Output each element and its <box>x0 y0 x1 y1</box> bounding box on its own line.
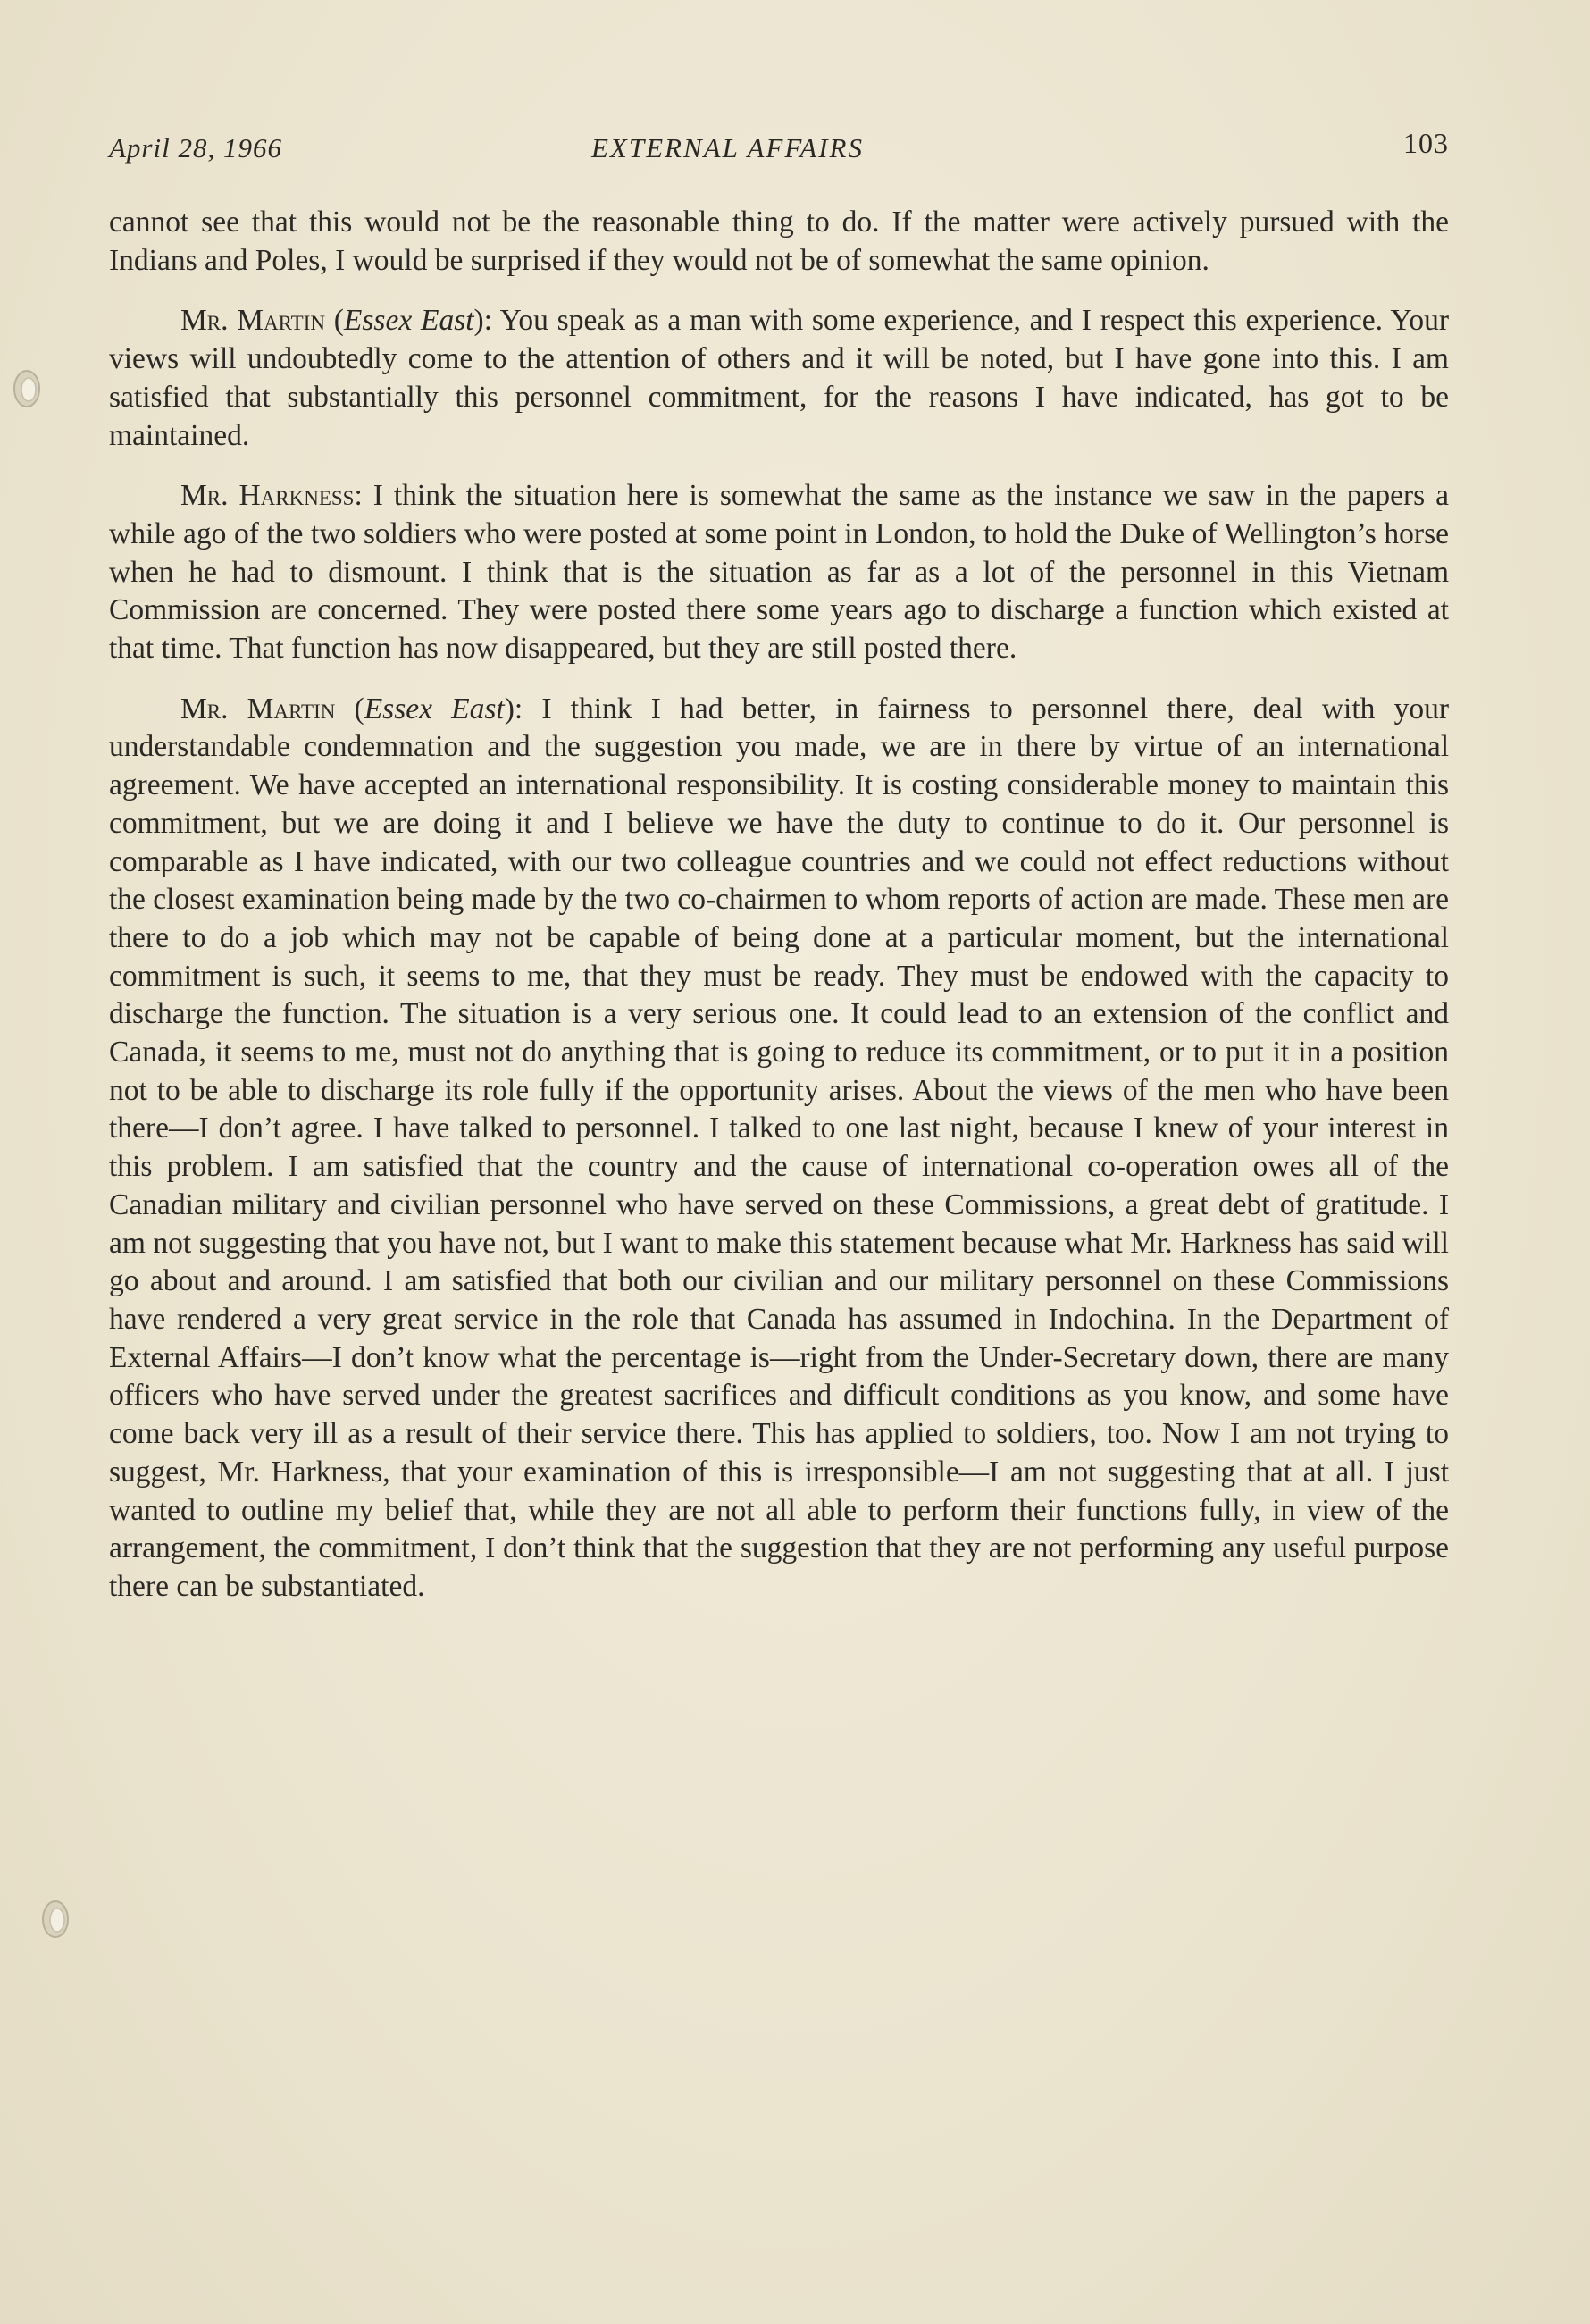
paragraph <box>109 204 1449 280</box>
paragraph-text: cannot see that this would not be the reasonable thing to do. If the matter were actively pursued with the Indians and Poles, I would be surprised if they would not be of somewhat the same opinion. <box>109 206 1449 277</box>
binding-hole-icon <box>7 362 43 415</box>
speaker-name: Mr. Martin <box>180 304 325 338</box>
paragraph: Mr. Martin (Essex East): You speak as a man with some experience, and I respect this experience. Your views will undoubtedly come to the attention of others and it will be noted, but I have gone into this. I am satisfied that substantially this personnel commitment, for the reasons I have indicated, has got to be maintained. <box>109 304 1449 452</box>
paragraph-text: You speak as a man with some experience, and I respect this experience. Your views will undoubtedly come to the attention of others and it will be noted, but I have gone into this. I am satisfied that substantially this personnel commitment, for the reasons I have indicated, has got to be maintained. <box>109 304 1449 452</box>
paragraph-text: I think I had better, in fairness to personnel there, deal with your understandable condemnation and the suggestion you made, we are in there by virtue of an international agreement. We have accepted an international responsibility. It is costing considerable money to maintain this commitment, but we are doing it and I believe we have the duty to continue to do it. Our personnel is comparable as I have indicated, with our two colleague countries and we could not effect reductions without the closest examination being made by the two co-chairmen to whom reports of action are made. These men are there to do a job which may not be capable of being done at a particular moment, but the international commitment is such, it seems to me, that they must be ready. They must be endowed with the capacity to discharge the function. The situation is a very serious one. It could lead to an extension of the conflict and Canada, it seems to me, must not do anything that is going to reduce its commitment, or to put it in a position not to be able to discharge its role fully if the opportunity arises. About the views of the men who have been there—I don’t agree. I have talked to personnel. I talked to one last night, because I knew of your interest in this problem. I am satisfied that the country and the cause of international co-operation owes all of the Canadian military and civilian personnel who have served on these Commissions, a great debt of gratitude. I am not suggesting that you have not, but I want to make this statement because what Mr. Harkness has said will go about and around. I am satisfied that both our civilian and our military personnel on these Commissions have rendered a very great service in the role that Canada has assumed in Indochina. In the Department of External Affairs—I don’t know what the percentage is—right from the Under-Secretary down, there are many officers who have served under the greatest sacrifices and difficult conditions as you know, and some have come back very ill as a result of their service there. This has applied to soldiers, too. Now I am not trying to suggest, Mr. Harkness, that your examination of this is irresponsible—I am not suggesting that at all. I just wanted to outline my belief that, while they are not all able to perform their functions fully, in view of the arrangement, the commitment, I don’t think that the suggestion that they are not performing any useful purpose there can be substantiated. <box>109 692 1449 1603</box>
speaker-riding: Essex East <box>364 692 505 726</box>
speaker-name: Mr. Harkness <box>180 479 355 513</box>
speaker-name: Mr. Martin <box>180 692 336 726</box>
binding-hole-icon <box>38 1892 73 1946</box>
paragraph-text: I think the situation here is somewhat the same as the instance we saw in the papers a while ago of the two soldiers who were posted at some point in London, to hold the Duke of Wellington’s horse when he had to dismount. I think that is the situation as far as a lot of the personnel in this Vietnam Commission are concerned. They were posted there some years ago to discharge a function which existed at that time. That function has now disappeared, but they are still posted there. <box>109 479 1450 666</box>
header-title: EXTERNAL AFFAIRS <box>591 132 864 164</box>
paragraph: Mr. Harkness: I think the situation here is somewhat the same as the instance we saw in the papers a while ago of the two soldiers who were posted at some point in London, to hold the Duke of Wellington’s horse when he had to dismount. I think that is the situation as far as a lot of the personnel in this Vietnam Commission are concerned. They were posted there some years ago to discharge a function which existed at that time. That function has now disappeared, but they are still posted there. <box>109 479 1450 666</box>
header-date: April 28, 1966 <box>109 132 282 164</box>
running-header <box>109 127 1449 177</box>
speaker-riding: Essex East <box>343 304 474 338</box>
page-number: 103 <box>1403 127 1449 159</box>
page-body <box>109 204 1449 1629</box>
paragraph: Mr. Martin (Essex East): I think I had better, in fairness to personnel there, deal with your understandable condemnation and the suggestion you made, we are in there by virtue of an international agreement. We have accepted an international responsibility. It is costing considerable money to maintain this commitment, but we are doing it and I believe we have the duty to continue to do it. Our personnel is comparable as I have indicated, with our two colleague countries and we could not effect reductions without the closest examination being made by the two co-chairmen to whom reports of action are made. These men are there to do a job which may not be capable of being done at a particular moment, but the international commitment is such, it seems to me, that they must be ready. They must be endowed with the capacity to discharge the function. The situation is a very serious one. It could lead to an extension of the conflict and Canada, it seems to me, must not do anything that is going to reduce its commitment, or to put it in a position not to be able to discharge its role fully if the opportunity arises. About the views of the men who have been there—I don’t agree. I have talked to personnel. I talked to one last night, because I knew of your interest in this problem. I am satisfied that the country and the cause of international co-operation owes all of the Canadian military and civilian personnel who have served on these Commissions, a great debt of gratitude. I am not suggesting that you have not, but I want to make this statement because what Mr. Harkness has said will go about and around. I am satisfied that both our civilian and our military personnel on these Commissions have rendered a very great service in the role that Canada has assumed in Indochina. In the Department of External Affairs—I don’t know what the percentage is—right from the Under-Secretary down, there are many officers who have served under the greatest sacrifices and difficult conditions as you know, and some have come back very ill as a result of their service there. This has applied to soldiers, too. Now I am not trying to suggest, Mr. Harkness, that your examination of this is irresponsible—I am not suggesting that at all. I just wanted to outline my belief that, while they are not all able to perform their functions fully, in view of the arrangement, the commitment, I don’t think that the suggestion that they are not performing any useful purpose there can be substantiated. <box>109 692 1449 1603</box>
